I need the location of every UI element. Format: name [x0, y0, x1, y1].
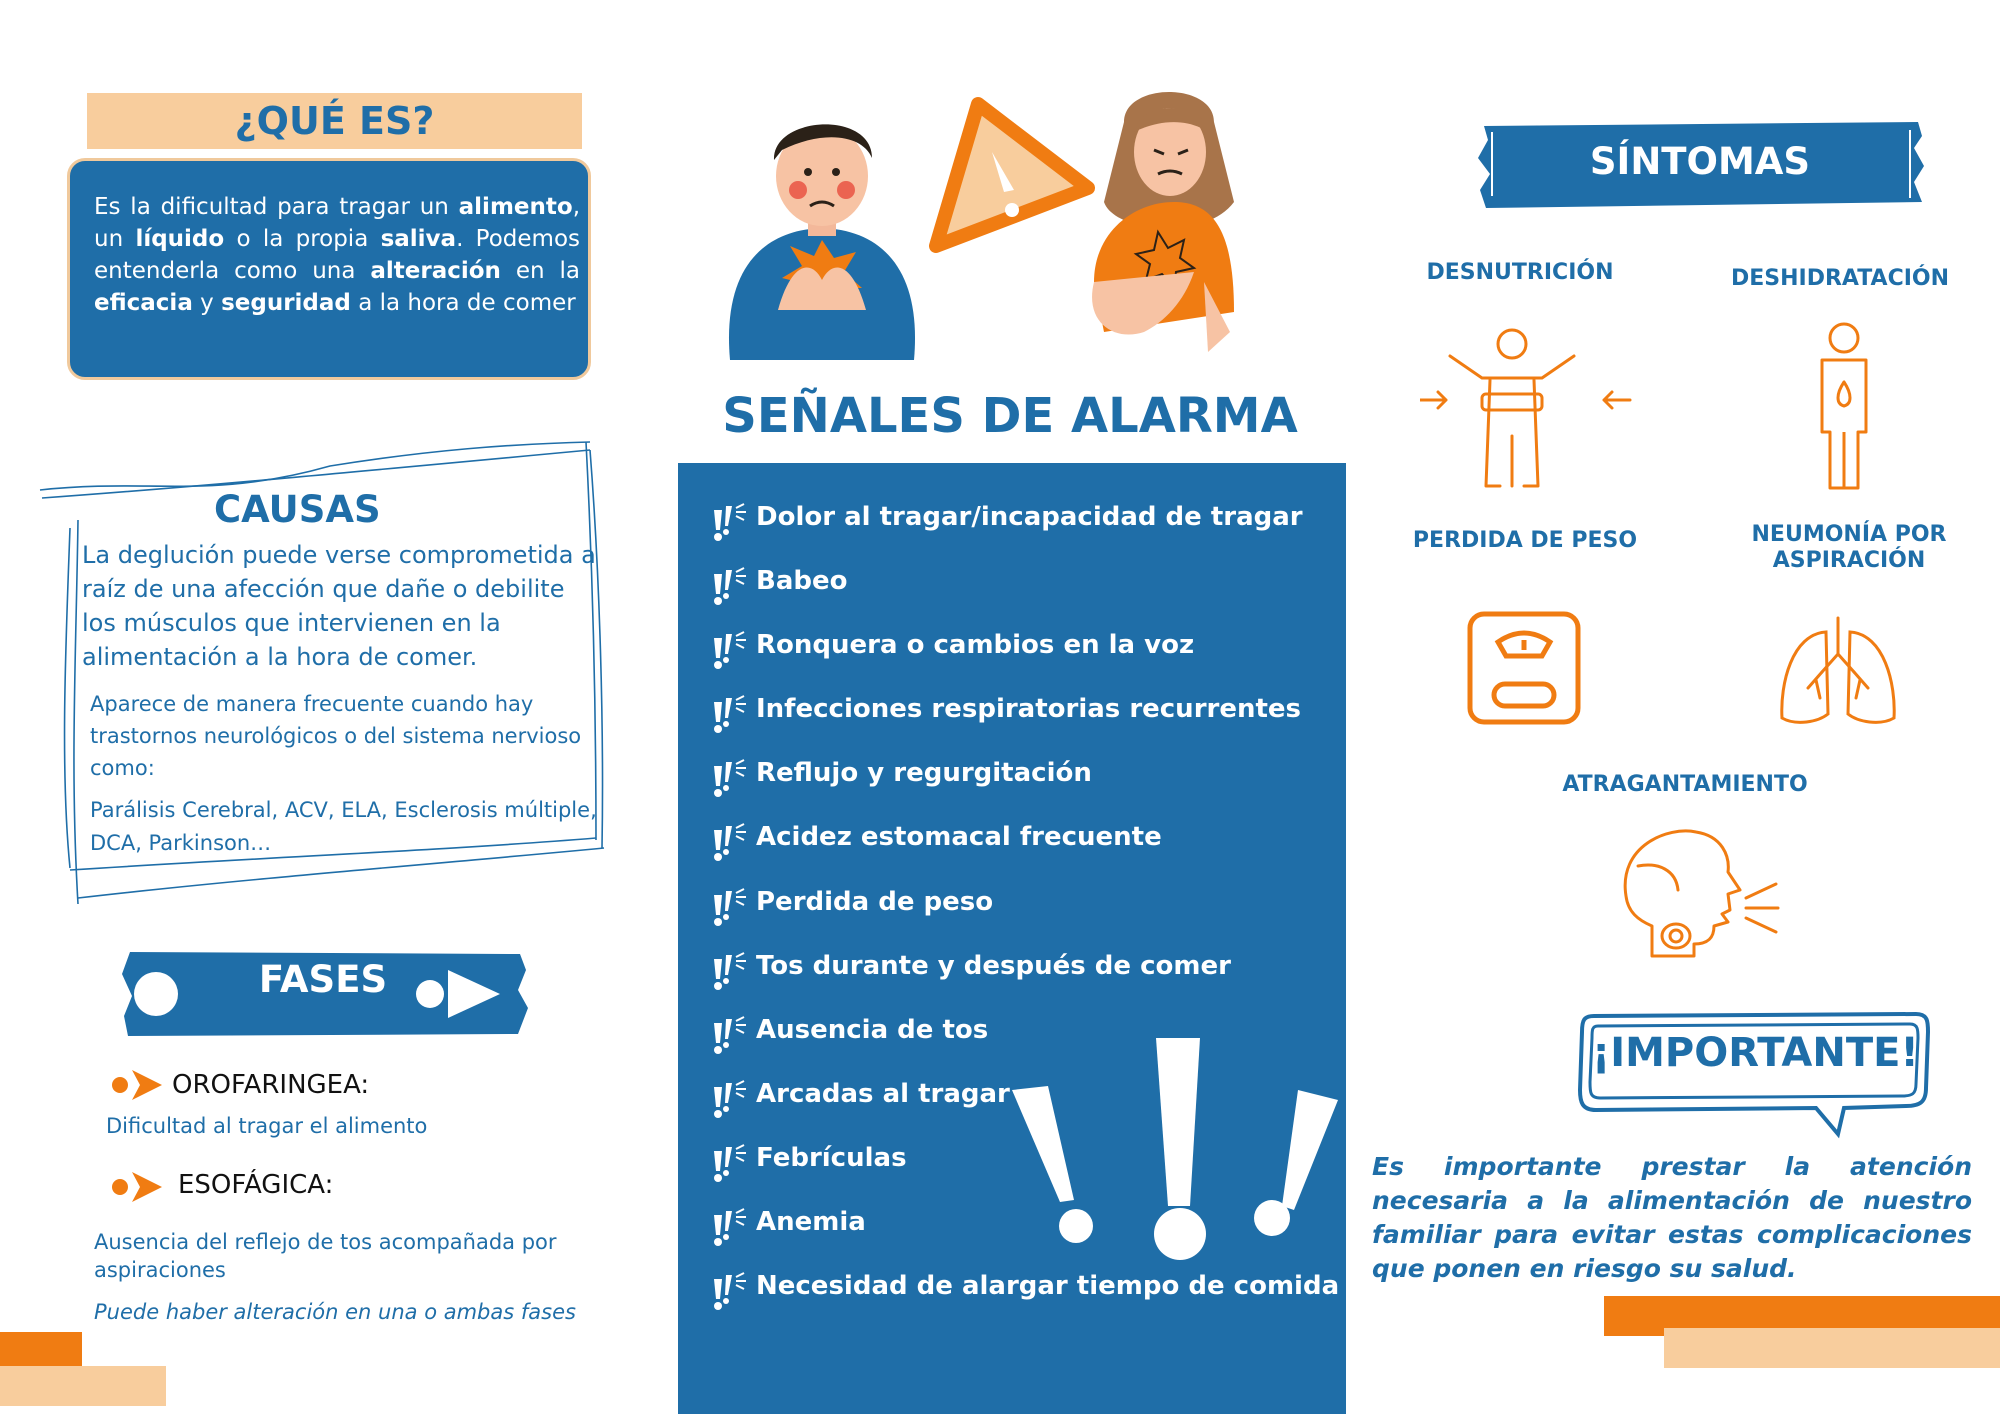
dehydration-icon [1816, 320, 1872, 492]
definition-keyword: eficacia [94, 290, 193, 316]
alarma-item-label: Ronquera o cambios en la voz [756, 630, 1195, 661]
exclamation-icon [708, 887, 752, 929]
alarma-title: SEÑALES DE ALARMA [722, 388, 1298, 444]
corner-decoration [1664, 1328, 2000, 1368]
exclamation-icon [708, 822, 752, 864]
alarma-item-label: Perdida de peso [756, 886, 994, 917]
symptom-label: NEUMONÍA POR ASPIRACIÓN [1751, 522, 1947, 573]
malnutrition-icon [1420, 326, 1640, 492]
choking-icon [1618, 826, 1780, 960]
corner-decoration [0, 1332, 82, 1366]
symptom-label: DESNUTRICIÓN [1426, 260, 1614, 285]
definition-text: y [192, 290, 222, 316]
fases-title: FASES [258, 958, 388, 1001]
alarma-item-label: Ausencia de tos [756, 1014, 989, 1045]
exclamation-icon [708, 758, 752, 800]
alarma-item-label: Babeo [756, 566, 848, 597]
alarma-item-label: Dolor al tragar/incapacidad de tragar [756, 502, 1303, 532]
exclamation-icon [708, 502, 752, 544]
definition-keyword: líquido [135, 226, 225, 252]
exclamation-icon [708, 1271, 752, 1313]
warning-icon [916, 96, 1096, 256]
alarma-item-label: Reflujo y regurgitación [756, 758, 1092, 789]
fase-orofaringea-name: OROFARINGEA: [172, 1070, 370, 1100]
definition-text: en la [500, 258, 580, 284]
exclamation-icon [708, 1207, 752, 1249]
alarma-item-label: Infecciones respiratorias recurrentes [756, 694, 1302, 725]
que-es-title: ¿QUÉ ES? [87, 93, 582, 149]
alarma-item [708, 694, 1348, 758]
alarma-item [708, 951, 1348, 1015]
fase-orofaringea-desc: Dificultad al tragar el alimento [106, 1114, 428, 1138]
sintomas-title: SÍNTOMAS [1589, 140, 1811, 183]
definition-text: , un [94, 194, 580, 252]
definition-text: a la hora de comer [350, 290, 576, 316]
lungs-icon [1778, 614, 1898, 730]
corner-decoration [0, 1366, 166, 1406]
alarma-item-label: Tos durante y después de comer [756, 950, 1231, 981]
weight-scale-icon [1466, 610, 1582, 726]
definition-text: . Podemos entenderla como una [94, 226, 580, 284]
alarma-item [708, 758, 1348, 822]
definition-keyword: alteración [370, 258, 501, 284]
definition-keyword: alimento [458, 194, 573, 220]
exclamation-icon [708, 951, 752, 993]
definition-text: Es la dificultad para tragar un [94, 194, 459, 220]
alarma-item [708, 822, 1348, 886]
causas-conditions: Parálisis Cerebral, ACV, ELA, Esclerosis múltiple, DCA, Parkinson… [90, 798, 597, 855]
causas-title: CAUSAS [214, 488, 381, 531]
exclamation-icon [708, 694, 752, 736]
alarma-item [708, 887, 1348, 951]
exclamation-icon [708, 1143, 752, 1185]
causas-paragraph: La deglución puede verse comprometida a raíz de una afección que dañe o debilite los músculos que intervienen en la alimentación a la hora de comer. [82, 541, 596, 671]
symptom-label: DESHIDRATACIÓN [1730, 266, 1950, 291]
alarma-item-label: Arcadas al tragar [756, 1078, 1010, 1109]
exclamation-icon [708, 630, 752, 672]
alarma-item [708, 1271, 1348, 1335]
arrow-bullet-icon [110, 1170, 166, 1204]
girl-illustration [1084, 82, 1244, 362]
que-es-definition [67, 158, 591, 380]
alarma-item-label: Febrículas [756, 1142, 907, 1173]
definition-text: o la propia [224, 226, 381, 252]
exclamation-icon [708, 1015, 752, 1057]
exclamation-marks-icon [1008, 1030, 1348, 1260]
definition-keyword: saliva [380, 226, 457, 252]
importante-badge-label: ¡IMPORTANTE! [1592, 1030, 1919, 1076]
exclamation-icon [708, 1079, 752, 1121]
arrow-bullet-icon [110, 1068, 166, 1102]
alarma-item-label: Acidez estomacal frecuente [756, 822, 1162, 853]
fase-esofagica-desc: Ausencia del reflejo de tos acompañada por aspiraciones [94, 1230, 557, 1282]
alarma-item [708, 502, 1348, 566]
alarma-item [708, 566, 1348, 630]
importante-text: Es importante prestar la atención necesaria a la alimentación de nuestro familiar para evitar estas complicaciones que ponen en riesgo su salud. [1372, 1152, 1972, 1283]
exclamation-icon [708, 566, 752, 608]
definition-keyword: seguridad [221, 290, 351, 316]
alarma-item-label: Necesidad de alargar tiempo de comida [756, 1271, 1340, 1302]
fases-note: Puede haber alteración en una o ambas fases [94, 1300, 576, 1324]
alarma-item-label: Anemia [756, 1207, 866, 1238]
fase-esofagica-name: ESOFÁGICA: [178, 1170, 334, 1200]
alarma-item [708, 630, 1348, 694]
causas-paragraph: Aparece de manera frecuente cuando hay trastornos neurológicos o del sistema nervioso como: [90, 692, 582, 780]
boy-illustration [722, 110, 922, 370]
symptom-label: ATRAGANTAMIENTO [1562, 772, 1808, 797]
symptom-label: PERDIDA DE PESO [1412, 528, 1638, 553]
